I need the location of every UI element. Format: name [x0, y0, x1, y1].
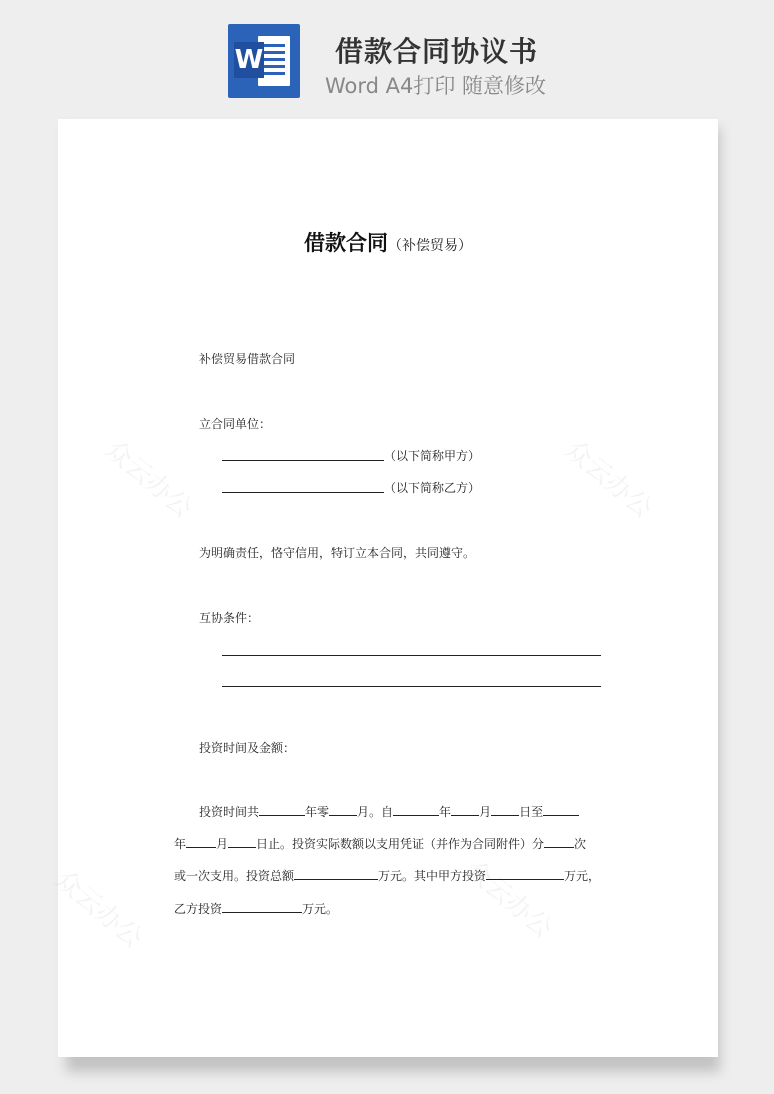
contract-heading: 补偿贸易借款合同 [199, 352, 296, 366]
paragraph-line [199, 803, 579, 820]
document-page [48, 119, 718, 1057]
watermark: 众云办公 [48, 864, 148, 955]
end-month-blank[interactable] [186, 836, 216, 848]
text-fragment: 万元。 [302, 902, 339, 916]
document-title-main: 借款合同 [304, 231, 388, 255]
months-blank[interactable] [329, 804, 357, 816]
parties-label: 立合同单位： [199, 417, 272, 431]
text-fragment: 年 [439, 805, 452, 819]
preamble: 为明确责任，恪守信用，特订立本合同，共同遵守。 [199, 546, 476, 560]
paragraph-line [174, 835, 586, 852]
banner-title: 借款合同协议书 [335, 35, 539, 68]
end-year-blank[interactable] [543, 804, 579, 816]
watermark: 众云办公 [98, 434, 198, 525]
start-year-blank[interactable] [393, 804, 439, 816]
total-investment-blank[interactable] [294, 868, 378, 880]
word-icon [228, 24, 300, 98]
text-fragment: 万元。其中甲方投资 [378, 869, 487, 883]
paragraph-line [174, 900, 338, 917]
banner-subtitle: Word A4打印 随意修改 [325, 74, 547, 98]
party-b-blank[interactable] [222, 492, 384, 493]
text-fragment: 月 [216, 837, 229, 851]
text-fragment: 或一次支用。投资总额 [174, 869, 295, 883]
text-fragment: 年零 [305, 805, 330, 819]
party-b-suffix: （以下简称乙方） [384, 481, 481, 495]
text-fragment: 日止。投资实际数额以支用凭证（并作为合同附件）分 [256, 837, 545, 851]
watermark: 众云办公 [458, 854, 558, 945]
installments-blank[interactable] [544, 836, 574, 848]
text-fragment: 年 [174, 837, 187, 851]
header-banner [0, 0, 774, 110]
terms-blank-line[interactable] [222, 655, 601, 656]
watermark: 众云办公 [558, 434, 658, 525]
text-fragment: 投资时间共 [199, 805, 260, 819]
years-blank[interactable] [259, 804, 305, 816]
text-fragment: 乙方投资 [174, 902, 223, 916]
word-icon-letter: W [234, 42, 264, 78]
party-a-suffix: （以下简称甲方） [384, 449, 481, 463]
party-b-investment-blank[interactable] [222, 901, 302, 913]
investment-label: 投资时间及金额： [199, 741, 296, 755]
party-a-blank[interactable] [222, 460, 384, 461]
start-month-blank[interactable] [451, 804, 479, 816]
party-a-investment-blank[interactable] [486, 868, 564, 880]
start-day-blank[interactable] [491, 804, 519, 816]
text-fragment: 日至 [519, 805, 544, 819]
paragraph-line [174, 867, 600, 884]
end-day-blank[interactable] [228, 836, 256, 848]
text-fragment: 月 [479, 805, 492, 819]
text-fragment: 月。自 [357, 805, 394, 819]
document-title [58, 227, 718, 257]
terms-blank-line[interactable] [222, 686, 601, 687]
text-fragment: 万元， [564, 869, 601, 883]
terms-label: 互协条件： [199, 611, 260, 625]
text-fragment: 次 [574, 837, 587, 851]
document-title-suffix: （补偿贸易） [388, 238, 472, 254]
